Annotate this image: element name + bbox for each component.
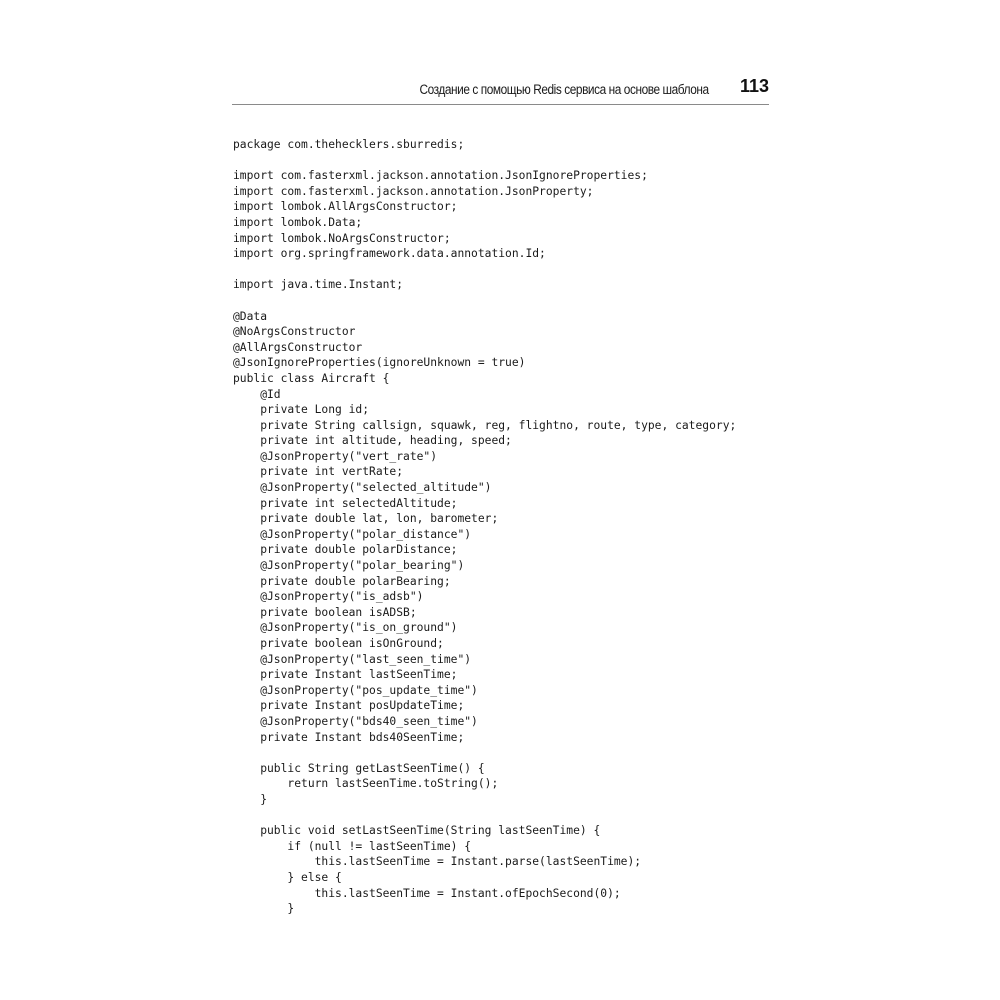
code-line: private boolean isADSB; [233,605,417,619]
code-line: this.lastSeenTime = Instant.ofEpochSecond(0); [233,886,621,900]
code-line: @AllArgsConstructor [233,340,363,354]
code-line: public void setLastSeenTime(String lastSeenTime) { [233,824,601,838]
code-line: private int vertRate; [233,465,404,479]
code-line: public class Aircraft { [233,371,390,385]
code-line: @JsonProperty("is_adsb") [233,590,424,604]
code-line: @NoArgsConstructor [233,325,356,339]
code-line: import lombok.AllArgsConstructor; [233,200,458,214]
code-line [233,745,736,761]
code-line: @JsonProperty("selected_altitude") [233,481,492,495]
code-line: private Instant lastSeenTime; [233,668,458,682]
code-line [233,808,736,824]
code-line: private double lat, lon, barometer; [233,512,499,526]
code-line: @JsonIgnoreProperties(ignoreUnknown = true) [233,356,526,370]
code-line: private double polarBearing; [233,574,451,588]
running-title: Создание с помощью Redis сервиса на основе шаблона [419,82,709,97]
code-line: return lastSeenTime.toString(); [233,777,499,791]
code-line: public String getLastSeenTime() { [233,761,485,775]
code-line: import lombok.NoArgsConstructor; [233,231,451,245]
code-line: private Long id; [233,403,370,417]
code-line: private Instant bds40SeenTime; [233,730,465,744]
code-line: if (null != lastSeenTime) { [233,839,472,853]
code-line: import lombok.Data; [233,215,363,229]
code-line: this.lastSeenTime = Instant.parse(lastSeenTime); [233,855,642,869]
code-line: } else { [233,870,342,884]
code-line: import com.fasterxml.jackson.annotation.JsonIgnoreProperties; [233,169,648,183]
code-line: import com.fasterxml.jackson.annotation.JsonProperty; [233,184,594,198]
code-line: private boolean isOnGround; [233,637,444,650]
page-header [232,76,769,105]
code-line [233,153,736,169]
code-line: private String callsign, squawk, reg, flightno, route, type, category; [233,418,737,432]
code-line: @Id [233,387,281,401]
code-line: @Data [233,309,268,323]
code-line: private int altitude, heading, speed; [233,434,512,448]
code-line: package com.thehecklers.sburredis; [233,138,465,151]
code-line [233,262,736,278]
code-line: @JsonProperty("bds40_seen_time") [233,714,478,728]
code-line: @JsonProperty("pos_update_time") [233,683,478,697]
code-line: private int selectedAltitude; [233,496,458,510]
code-line: import org.springframework.data.annotation.Id; [233,247,546,261]
code-line: } [233,902,295,916]
page-number: 113 [739,76,769,96]
code-line: @JsonProperty("polar_bearing") [233,559,465,573]
code-line [233,293,736,309]
code-line: private Instant posUpdateTime; [233,699,465,713]
code-line: import java.time.Instant; [233,278,404,292]
code-line: @JsonProperty("last_seen_time") [233,652,472,666]
code-line: @JsonProperty("vert_rate") [233,449,438,463]
code-line: } [233,792,268,806]
code-line: @JsonProperty("polar_distance") [233,527,472,541]
code-line: private double polarDistance; [233,543,458,557]
code-listing [233,137,736,917]
code-line: @JsonProperty("is_on_ground") [233,621,458,635]
